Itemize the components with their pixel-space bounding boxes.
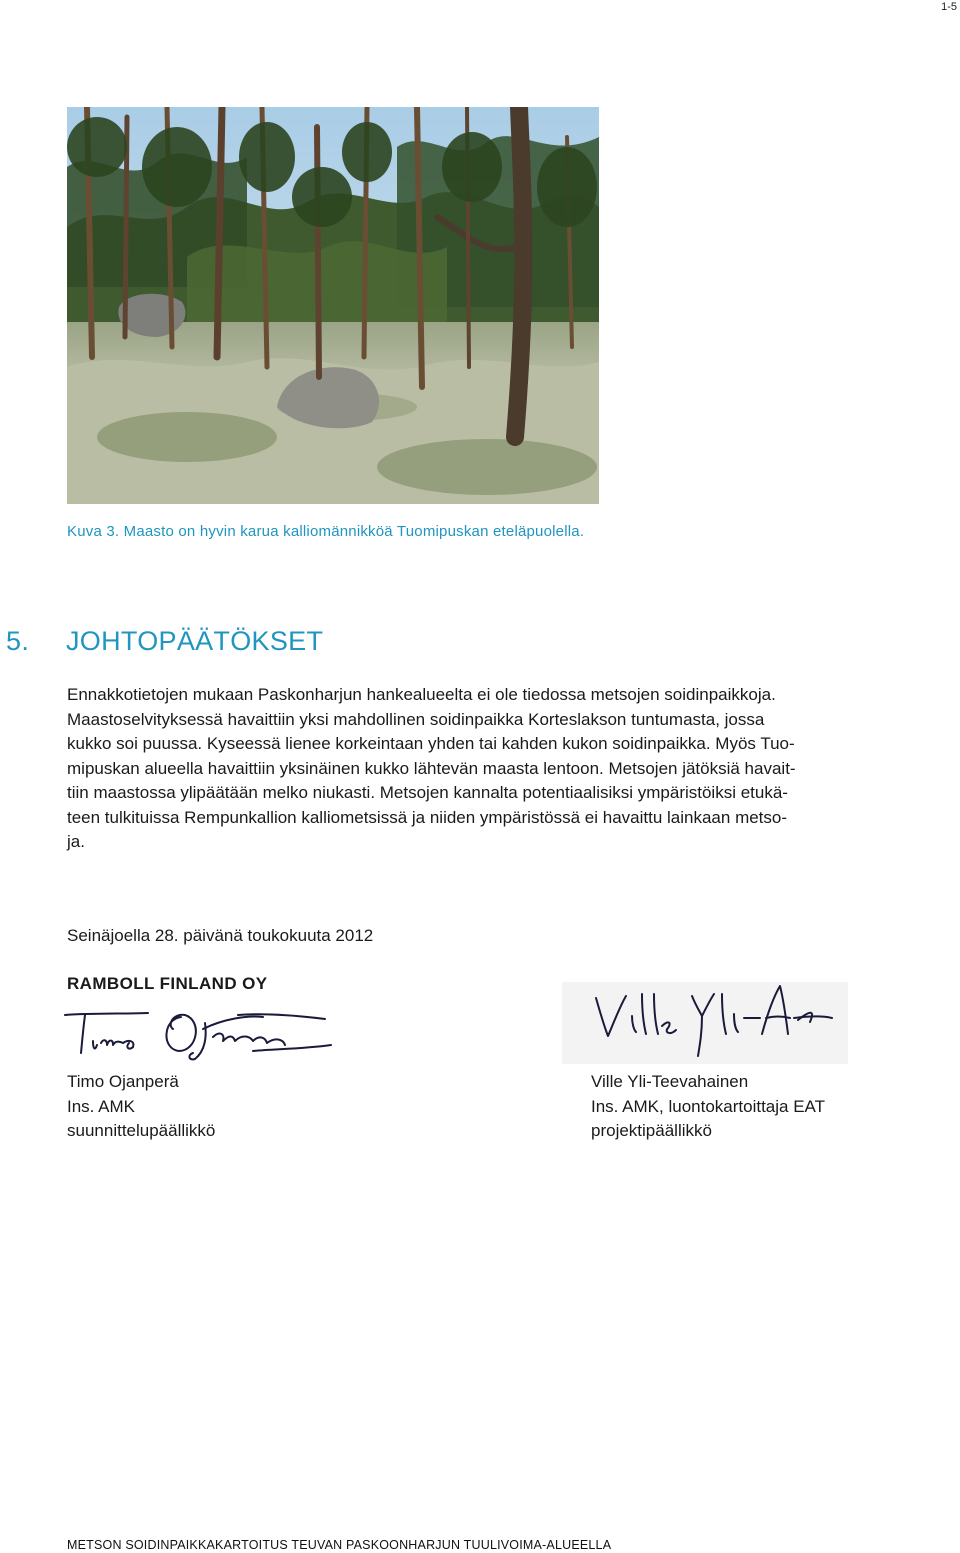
signer-degree: Ins. AMK bbox=[67, 1096, 136, 1116]
page-footer: METSON SOIDINPAIKKAKARTOITUS TEUVAN PASKOONHARJUN TUULIVOIMA-ALUEELLA bbox=[67, 1538, 612, 1552]
signer-block-2 bbox=[591, 1070, 825, 1144]
body-line: ja. bbox=[67, 832, 85, 851]
body-paragraph bbox=[67, 683, 907, 855]
signer-block-1 bbox=[67, 1070, 215, 1144]
section-heading bbox=[6, 626, 323, 657]
body-line: mipuskan alueella havaittiin yksinäinen kukko lähtevän maasta lentoon. Metsojen jätöksiä havait- bbox=[67, 758, 796, 778]
body-line: tiin maastossa ylipäätään melko niukasti. Metsojen kannalta potentiaalisiksi ympäristöiksi etukä- bbox=[67, 783, 788, 802]
figure-caption: Kuva 3. Maasto on hyvin karua kalliomännikköä Tuomipuskan eteläpuolella. bbox=[67, 523, 585, 540]
body-line: teen tulkituissa Rempunkallion kalliometsissä ja niiden ympäristössä ei havaittu lainkaan metso- bbox=[67, 807, 788, 827]
signer-role: suunnittelupäällikkö bbox=[67, 1121, 216, 1140]
signature-ville-yli-teevahainen bbox=[562, 982, 848, 1064]
page-number: 1-5 bbox=[941, 1, 957, 13]
body-line: Ennakkotietojen mukaan Paskonharjun hankealueelta ei ole tiedossa metsojen soidinpaikkoja. bbox=[67, 685, 776, 704]
section-title: JOHTOPÄÄTÖKSET bbox=[66, 626, 324, 656]
body-line: kukko soi puussa. Kyseessä lienee korkeintaan yhden tai kahden kukon soidinpaikka. Myös Tuo- bbox=[67, 734, 795, 753]
place-date: Seinäjoella 28. päivänä toukokuuta 2012 bbox=[67, 926, 374, 945]
signer-name: Ville Yli-Teevahainen bbox=[591, 1072, 749, 1091]
forest-photo bbox=[67, 107, 599, 504]
signer-role: projektipäällikkö bbox=[591, 1121, 712, 1140]
signer-degree: Ins. AMK, luontokartoittaja EAT bbox=[591, 1096, 826, 1116]
signature-timo-ojanpera bbox=[63, 1005, 335, 1065]
section-number: 5. bbox=[6, 626, 30, 656]
signer-name: Timo Ojanperä bbox=[67, 1072, 179, 1091]
company-name: RAMBOLL FINLAND OY bbox=[67, 974, 268, 993]
body-line: Maastoselvityksessä havaittiin yksi mahdollinen soidinpaikka Korteslakson tuntumasta, jossa bbox=[67, 709, 765, 729]
